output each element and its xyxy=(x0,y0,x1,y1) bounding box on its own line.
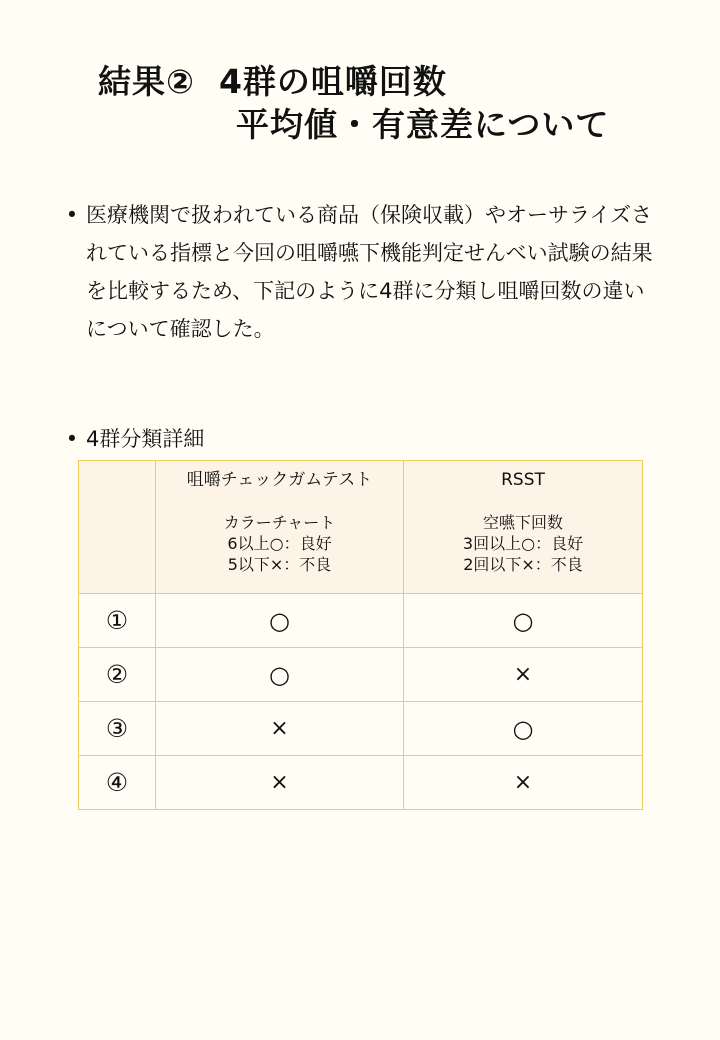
criteria-line: 3回以上○：良好 xyxy=(462,534,584,553)
page-title-main: 4群の咀嚼回数 xyxy=(218,62,447,101)
bullet-text: 4群分類詳細 xyxy=(86,427,205,451)
bullet-text: 医療機関で扱われている商品（保険収載）やオーサライズされている指標と今回の咀嚼嚥下機能判定せんべい試験の結果を比較するため、下記のように4群に分類し咀嚼回数の違いについて確認した。 xyxy=(86,203,653,341)
row-label: ③ xyxy=(79,702,156,756)
table-header-row xyxy=(79,461,643,594)
table-cell: ○ xyxy=(156,594,404,648)
table-cell: × xyxy=(404,756,643,810)
table-cell: ○ xyxy=(404,702,643,756)
criteria-line: 空嚥下回数 xyxy=(482,513,563,532)
table-cell: ○ xyxy=(404,594,643,648)
table-row xyxy=(79,648,643,702)
column-criteria xyxy=(404,512,642,575)
table-row xyxy=(79,594,643,648)
column-title: RSST xyxy=(501,470,545,490)
table-header-blank xyxy=(79,461,156,594)
column-header-rsst xyxy=(404,461,643,594)
criteria-line: 5以下×：不良 xyxy=(227,555,332,574)
row-label: ④ xyxy=(79,756,156,810)
bullet-marker: • xyxy=(65,427,79,451)
criteria-line: 2回以下×：不良 xyxy=(463,555,583,574)
row-label: ① xyxy=(79,594,156,648)
row-label: ② xyxy=(79,648,156,702)
page-title-line-1 xyxy=(98,60,609,103)
criteria-line: カラーチャート xyxy=(223,513,336,532)
table-row xyxy=(79,702,643,756)
page-title-line-2: 平均値・有意差について xyxy=(236,105,610,144)
table-cell: ○ xyxy=(156,648,404,702)
column-title: 咀嚼チェックガムテスト xyxy=(186,470,373,490)
page-title-prefix: 結果② xyxy=(98,62,195,101)
column-header-gum-test xyxy=(156,461,404,594)
bullet-item-group-details xyxy=(62,424,657,454)
page-title xyxy=(98,60,609,146)
bullet-marker: • xyxy=(65,203,79,227)
criteria-line: 6以上○：良好 xyxy=(227,534,332,553)
table-cell: × xyxy=(156,702,404,756)
column-criteria xyxy=(156,512,403,575)
table-row xyxy=(79,756,643,810)
table-cell: × xyxy=(156,756,404,810)
bullet-item-purpose xyxy=(62,196,657,348)
group-classification-table xyxy=(78,460,643,810)
table-cell: × xyxy=(404,648,643,702)
